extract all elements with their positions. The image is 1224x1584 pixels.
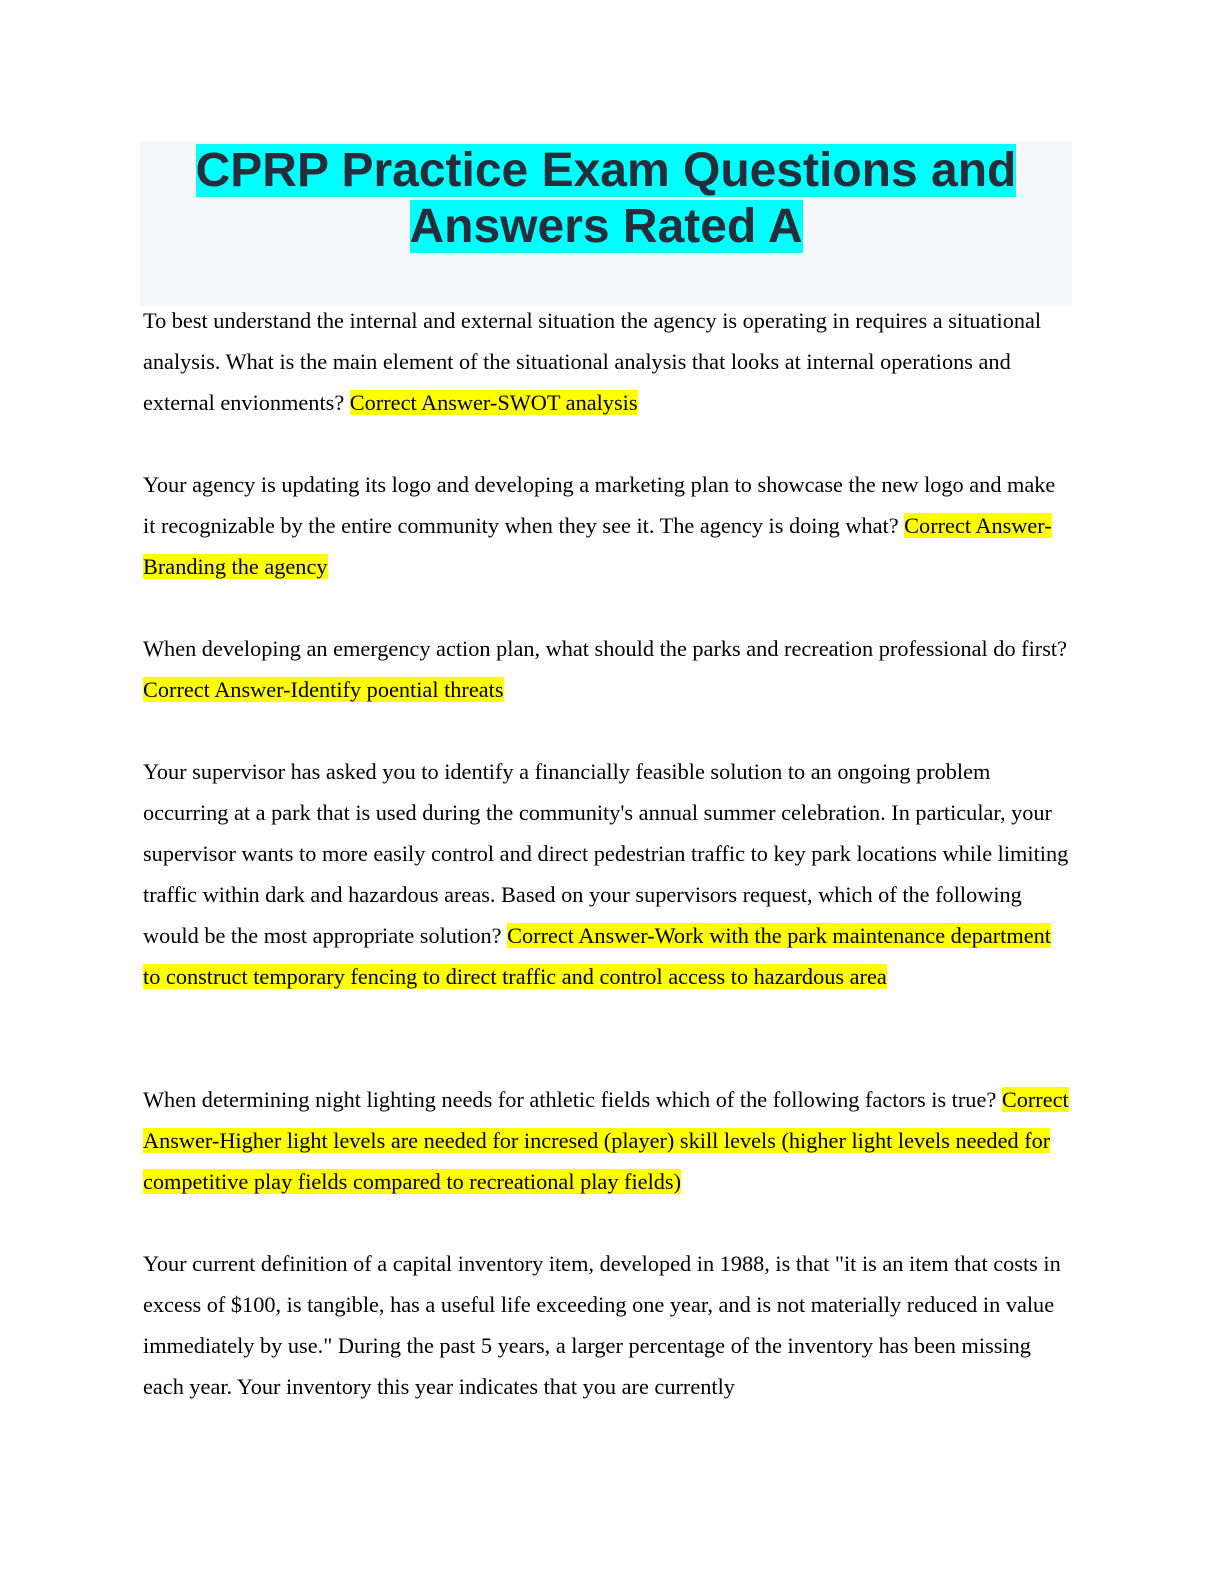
title-block [140,141,1072,306]
correct-answer: Correct Answer-Work with the park maintenance department to construct temporary fencing to direct traffic and control access to hazardous area [143,923,1051,989]
correct-answer: Correct Answer-Branding the agency [143,513,1052,579]
question-text: To best understand the internal and external situation the agency is operating in requires a situational analysis. What is the main element of the situational analysis that looks at internal operations and external envionments? [143,308,1042,415]
question-block [143,1243,1073,1407]
correct-answer: Correct Answer-Higher light levels are needed for incresed (player) skill levels (higher light levels needed for competitive play fields compared to recreational play fields) [143,1087,1069,1194]
question-text: When developing an emergency action plan, what should the parks and recreation professional do first? [143,636,1067,661]
question-block [143,628,1073,710]
question-text: Your current definition of a capital inventory item, developed in 1988, is that "it is an item that costs in excess of $100, is tangible, has a useful life exceeding one year, and is not materially reduced in value immediately by use." During the past 5 years, a larger percentage of the inventory has been missing each year. Your inventory this year indicates that you are currently [143,1251,1061,1399]
question-text: Your supervisor has asked you to identify a financially feasible solution to an ongoing problem occurring at a park that is used during the community's annual summer celebration. In particular, your supervisor wants to more easily control and direct pedestrian traffic to key park locations while limiting traffic within dark and hazardous areas. Based on your supervisors request, which of the following would be the most appropriate solution? [143,759,1069,948]
title-line-1: CPRP Practice Exam Questions and [195,144,1017,197]
question-block [143,751,1073,997]
document-title [140,143,1072,255]
question-block [143,1079,1073,1202]
correct-answer: Correct Answer-SWOT analysis [349,390,638,415]
question-text: When determining night lighting needs for athletic fields which of the following factors is true? [143,1087,997,1112]
question-text: Your agency is updating its logo and developing a marketing plan to showcase the new logo and make it recognizable by the entire community when they see it. The agency is doing what? [143,472,1056,538]
correct-answer: Correct Answer-Identify poential threats [143,677,504,702]
question-block [143,464,1073,587]
title-line-2: Answers Rated A [409,200,803,253]
question-block [143,300,1073,423]
